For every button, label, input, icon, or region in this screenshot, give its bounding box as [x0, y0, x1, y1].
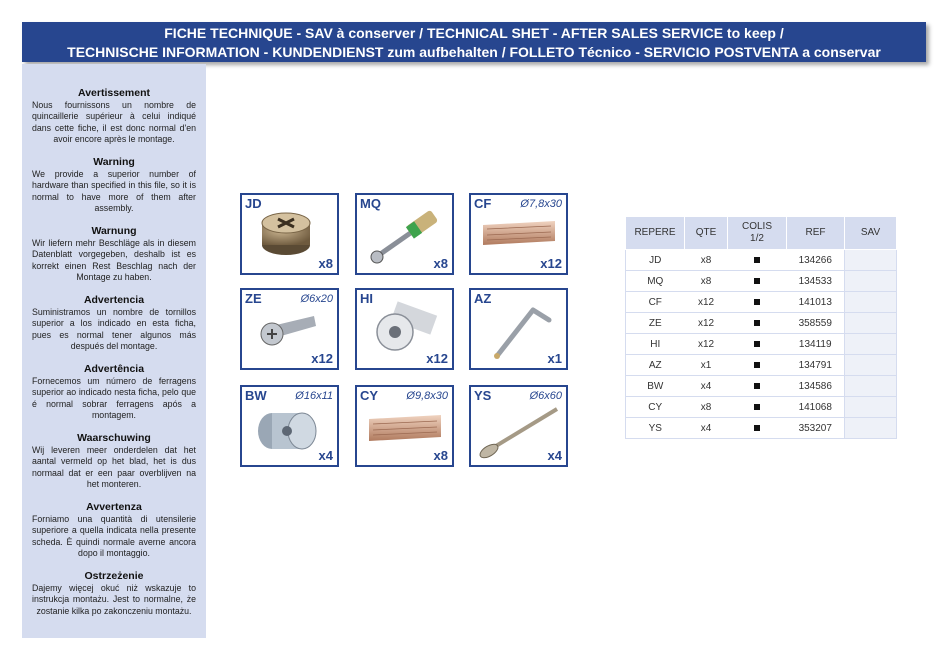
cell-colis: [728, 250, 787, 271]
table-row: [626, 313, 897, 334]
part-tile-ze: [240, 288, 339, 370]
cell-qte: x1: [685, 355, 728, 376]
part-quantity: x4: [318, 448, 333, 463]
cell-qte: x8: [685, 250, 728, 271]
part-quantity: x4: [547, 448, 562, 463]
cell-ref: 134533: [787, 271, 845, 292]
header-banner: [22, 22, 926, 62]
cell-colis: [728, 355, 787, 376]
warning-text: Dajemy więcej okuć niż wskazuje to instrukcja montażu. Jest to normalne, że zostanie kilka po zakonczeniu montażu.: [32, 583, 196, 616]
part-tile-mq: [355, 193, 454, 275]
warning-title: Avvertenza: [86, 501, 142, 513]
cell-ref: 353207: [787, 418, 845, 439]
warning-text: Wir liefern mehr Beschläge als in diesem Datenblatt vorgegeben, deshalb ist es korrekt einen Rest Beschlag nach der Montage zu haben.: [32, 238, 196, 282]
cell-sav: [845, 355, 897, 376]
header-line-2: TECHNISCHE INFORMATION - KUNDENDIENST zum aufbehalten / FOLLETO Técnico - SERVICIO POSTVENTA a conservar: [67, 44, 881, 60]
cell-sav: [845, 397, 897, 418]
colis-marker: [754, 383, 760, 389]
cell-qte: x8: [685, 397, 728, 418]
part-dimension: Ø9,8x30: [406, 390, 448, 402]
cell-sav: [845, 418, 897, 439]
cell-colis: [728, 334, 787, 355]
colis-marker: [754, 341, 760, 347]
colis-marker: [754, 404, 760, 410]
cell-sav: [845, 334, 897, 355]
part-code: BW: [245, 388, 267, 403]
cell-colis: [728, 271, 787, 292]
warning-title: Warnung: [91, 225, 137, 237]
warning-title: Advertência: [83, 363, 145, 375]
table-row: [626, 250, 897, 271]
cell-sav: [845, 250, 897, 271]
cell-repere: HI: [626, 334, 685, 355]
cell-colis: [728, 292, 787, 313]
colis-marker: [754, 425, 760, 431]
table-row: [626, 292, 897, 313]
part-tile-az: [469, 288, 568, 370]
warning-nl: [32, 432, 196, 490]
cell-sav: [845, 292, 897, 313]
cell-colis: [728, 313, 787, 334]
cell-repere: AZ: [626, 355, 685, 376]
part-tile-hi: [355, 288, 454, 370]
warning-text: Forniamo una quantità di utensilerie superiore a quella indicata nella presente scheda. È quindi normale averne ancora dopo il montaggio.: [32, 514, 196, 558]
part-dimension: Ø16x11: [295, 390, 333, 402]
cell-sav: [845, 313, 897, 334]
cell-repere: BW: [626, 376, 685, 397]
reference-table: [625, 216, 897, 439]
part-code: CY: [360, 388, 379, 403]
cell-qte: x4: [685, 418, 728, 439]
part-dimension: Ø7,8x30: [520, 198, 562, 210]
warning-pt: [32, 363, 196, 421]
part-code: JD: [245, 196, 262, 211]
cell-sav: [845, 376, 897, 397]
header-line-1: FICHE TECHNIQUE - SAV à conserver / TECHNICAL SHET - AFTER SALES SERVICE to keep /: [164, 25, 784, 41]
cell-colis: [728, 376, 787, 397]
table-row: [626, 334, 897, 355]
part-tile-cf: [469, 193, 568, 275]
warning-de: [32, 225, 196, 283]
colis-marker: [754, 257, 760, 263]
cell-colis: [728, 397, 787, 418]
warning-title: Ostrzeżenie: [84, 570, 144, 582]
part-code: ZE: [245, 291, 262, 306]
table-header-row: [626, 217, 897, 250]
part-tile-ys: [469, 385, 568, 467]
part-dimension: Ø6x60: [529, 390, 562, 402]
part-quantity: x12: [311, 351, 333, 366]
cell-ref: 134586: [787, 376, 845, 397]
cell-qte: x4: [685, 376, 728, 397]
colis-marker: [754, 320, 760, 326]
cell-ref: 358559: [787, 313, 845, 334]
cell-repere: MQ: [626, 271, 685, 292]
cell-qte: x12: [685, 334, 728, 355]
part-dimension: Ø6x20: [300, 293, 333, 305]
warning-text: Wij leveren meer onderdelen dat het aantal vermeld op het blad, het is dus normaal dat er een paar overblijven na het monteren.: [32, 445, 196, 489]
table-row: [626, 355, 897, 376]
warning-title: Waarschuwing: [77, 432, 151, 444]
column-header: REPERE: [626, 217, 685, 250]
part-tile-bw: [240, 385, 339, 467]
cell-repere: ZE: [626, 313, 685, 334]
warning-sidebar: [22, 64, 206, 638]
cell-repere: CF: [626, 292, 685, 313]
part-quantity: x8: [433, 448, 448, 463]
part-quantity: x12: [540, 256, 562, 271]
cell-qte: x8: [685, 271, 728, 292]
warning-text: Suministramos un nombre de tornillos superior a los indicado en esta ficha, pues es normal tener algunos más después del montage.: [32, 307, 196, 351]
part-quantity: x8: [433, 256, 448, 271]
cell-repere: YS: [626, 418, 685, 439]
warning-title: Warning: [93, 156, 135, 168]
column-header: QTE: [685, 217, 728, 250]
part-code: HI: [360, 291, 373, 306]
warning-text: We provide a superior number of hardware than specified in this file, so it is normal to have more of them after assembly.: [32, 169, 196, 213]
cell-qte: x12: [685, 313, 728, 334]
part-quantity: x12: [426, 351, 448, 366]
part-quantity: x1: [547, 351, 562, 366]
cell-ref: 141013: [787, 292, 845, 313]
column-header: [728, 217, 787, 250]
warning-title: Advertencia: [83, 294, 145, 306]
warning-es: [32, 294, 196, 352]
table-row: [626, 376, 897, 397]
part-code: MQ: [360, 196, 381, 211]
warning-pl: [32, 570, 196, 617]
part-quantity: x8: [318, 256, 333, 271]
table-row: [626, 397, 897, 418]
part-code: CF: [474, 196, 492, 211]
warning-title: Avertissement: [78, 87, 150, 99]
warning-fr: [32, 87, 196, 145]
warning-text: Nous fournissons un nombre de quincaillerie supérieur à celui indiqué dans cette fiche, il est donc normal d'en avoir encore après le montage.: [32, 100, 196, 144]
colis-marker: [754, 278, 760, 284]
cell-repere: CY: [626, 397, 685, 418]
colis-marker: [754, 299, 760, 305]
column-header-text: COLIS 1/2: [741, 221, 772, 244]
part-tile-jd: [240, 193, 339, 275]
cell-qte: x12: [685, 292, 728, 313]
part-code: YS: [474, 388, 492, 403]
cell-sav: [845, 271, 897, 292]
cell-repere: JD: [626, 250, 685, 271]
warning-en: [32, 156, 196, 214]
warning-text: Fornecemos um número de ferragens superior ao indicado nesta ficha, pelo que é normal sobrar ferragens após a montagem.: [32, 376, 196, 420]
column-header: REF: [787, 217, 845, 250]
cell-ref: 134791: [787, 355, 845, 376]
column-header: SAV: [845, 217, 897, 250]
cell-ref: 134119: [787, 334, 845, 355]
part-tile-cy: [355, 385, 454, 467]
cell-colis: [728, 418, 787, 439]
table-row: [626, 271, 897, 292]
warning-it: [32, 501, 196, 559]
cell-ref: 141068: [787, 397, 845, 418]
part-code: AZ: [474, 291, 492, 306]
cell-ref: 134266: [787, 250, 845, 271]
table-row: [626, 418, 897, 439]
colis-marker: [754, 362, 760, 368]
